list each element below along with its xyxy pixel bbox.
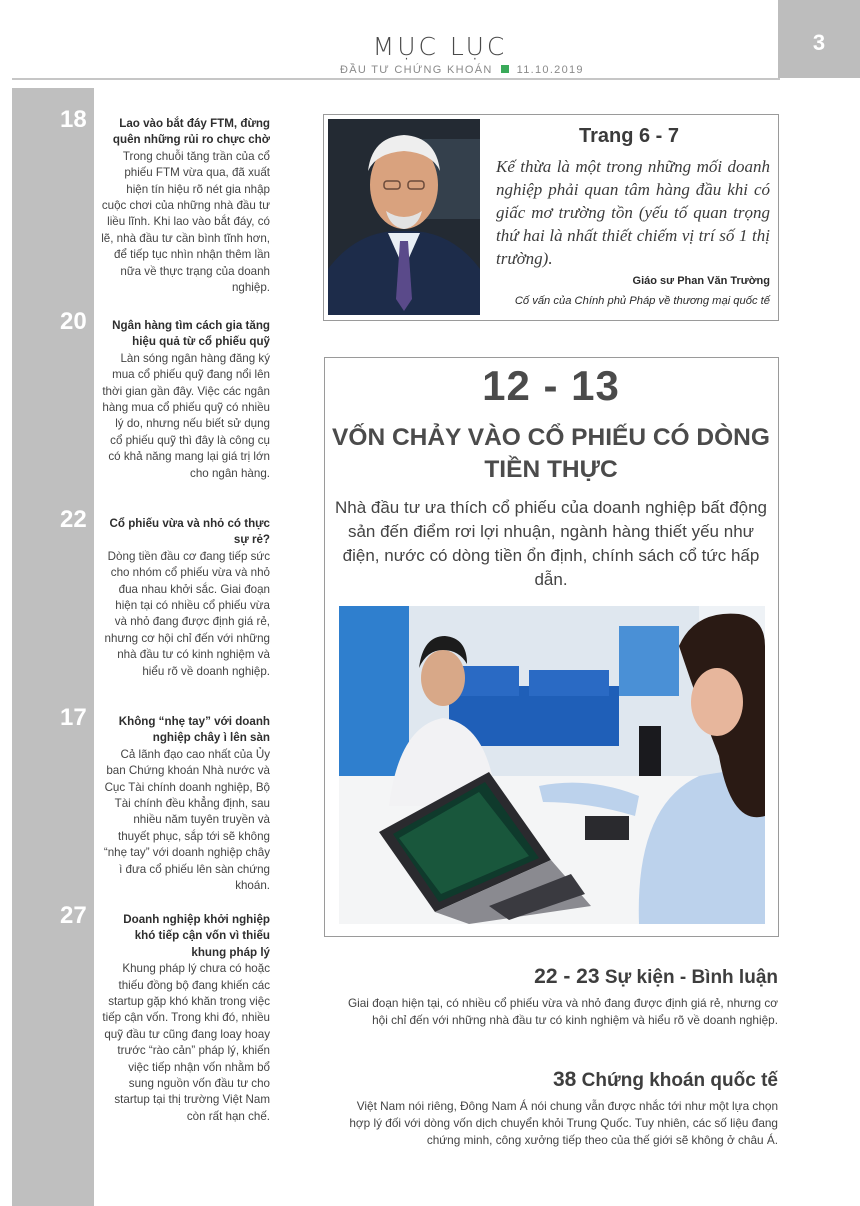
cover-story-lead: Nhà đầu tư ưa thích cổ phiếu của doanh nghiệp bất động sản đến điểm rơi lợi nhuận, ngành hàng thiết yếu như điện, nước có dòng tiền ổn định, chính sách cổ tức hấp dẫn. — [334, 498, 768, 589]
article-summary: Khung pháp lý chưa có hoặc thiếu đồng bộ đang khiến các startup gặp khó khăn trong việc tiếp cận vốn. Trong khi đó, nhiều quỹ đầu tư cũng đang loay hoay trước “rào cản” pháp lý, khiến việc tiếp nhận vốn nhằm bổ sung nguồn vốn đầu tư cho startup tại thị trường Việt Nam còn rất hạn chế. — [102, 962, 270, 1123]
publication-name: ĐẦU TƯ CHỨNG KHOÁN — [340, 64, 493, 76]
article-summary: Làn sóng ngân hàng đăng ký mua cổ phiếu quỹ đang nổi lên thời gian gần đây. Việc các ngân hàng mua cổ phiếu quỹ có nhiều lý do, nhưng nếu biết sử dụng cổ phiếu quỹ thì đây là công cụ có khả năng mang lại giá trị lớn cho ngân hàng. — [102, 351, 270, 480]
article-summary: Cả lãnh đạo cao nhất của Ủy ban Chứng khoán Nhà nước và Cục Tài chính doanh nghiệp, Bộ Tài chính đều khẳng định, sau nhiều năm tuyên truyền và thuyết phục, sắp tới sẽ không “nhẹ tay” với doanh nghiệp chây ì đưa cổ phiếu lên sàn chứng khoán. — [103, 747, 270, 893]
article-page-number: 22 — [60, 506, 87, 533]
section-summary: Giai đoạn hiện tại, có nhiều cổ phiếu vừa và nhỏ đang được định giá rẻ, nhưng cơ hội chỉ đến với những nhà đầu tư có kinh nghiệm và hiểu rõ về doanh nghiệp. — [347, 996, 778, 1027]
toc-article[interactable] — [60, 902, 270, 1125]
feature-pages: Trang 6 - 7 — [578, 125, 680, 147]
article-title[interactable]: Ngân hàng tìm cách gia tăng hiệu quả từ cổ phiếu quỹ — [112, 319, 270, 349]
feature-quote-box[interactable] — [323, 114, 779, 321]
quote-author-role: Cố vấn của Chính phủ Pháp về thương mại quốc tế — [514, 295, 770, 307]
brokerage-office-photo — [339, 606, 765, 924]
toc-article[interactable] — [60, 308, 270, 482]
page-title: MỤC LỤC — [372, 32, 508, 61]
issue-date: 11.10.2019 — [516, 64, 584, 76]
section-heading[interactable] — [338, 1068, 778, 1092]
section-name: Chứng khoán quốc tế — [581, 1070, 778, 1091]
article-title[interactable]: Không “nhẹ tay” với doanh nghiệp chây ì lên sàn — [118, 715, 270, 745]
article-page-number: 27 — [60, 902, 87, 929]
toc-section[interactable] — [338, 1068, 778, 1149]
section-pages: 22 - 23 — [534, 965, 600, 988]
section-name: Sự kiện - Bình luận — [604, 967, 778, 988]
article-title[interactable]: Cổ phiếu vừa và nhỏ có thực sự rẻ? — [109, 517, 270, 547]
section-pages: 38 — [552, 1068, 577, 1091]
cover-story-pages: 12 - 13 — [482, 362, 620, 409]
author-portrait-photo — [328, 119, 480, 315]
article-title[interactable]: Lao vào bắt đáy FTM, đừng quên những rủi ro chực chờ — [112, 117, 270, 147]
toc-article[interactable] — [60, 704, 270, 894]
cover-story-box[interactable] — [324, 357, 779, 937]
section-summary: Việt Nam nói riêng, Đông Nam Á nói chung vẫn được nhắc tới như một lựa chọn hợp lý đối với dòng vốn dịch chuyển khỏi Trung Quốc. Tuy nhiên, các số liệu đang chứng minh, công xưởng tiếp theo của thế giới sẽ không ở châu Á. — [349, 1099, 778, 1147]
header-subline — [340, 64, 584, 76]
toc-article[interactable] — [60, 106, 270, 296]
article-summary: Trong chuỗi tăng trần của cổ phiếu FTM vừa qua, đã xuất hiện tín hiệu rõ nét gia nhập cuộc chơi của những nhà đầu tư liều lĩnh. Khi lao vào bắt đáy, có lẽ, nhà đầu tư cần bình tĩnh hơn, để tiếp tục nhìn nhận thêm lần nữa về thực trạng của doanh nghiệp. — [101, 149, 270, 295]
article-page-number: 17 — [60, 704, 87, 731]
header-divider — [12, 78, 780, 80]
article-page-number: 18 — [60, 106, 87, 133]
article-summary: Dòng tiền đầu cơ đang tiếp sức cho nhóm cổ phiếu vừa và nhỏ đua nhau khởi sắc. Giai đoạn hiện tại có nhiều cổ phiếu vừa và nhỏ đang được định giá rẻ, nhưng cơ hội chỉ đến với những nhà đầu tư có kinh nghiệm và hiểu rõ về doanh nghiệp. — [104, 549, 270, 678]
page-number: 3 — [812, 30, 826, 55]
quote-author: Giáo sư Phan Văn Trường — [632, 275, 770, 287]
article-title[interactable]: Doanh nghiệp khởi nghiệp khó tiếp cận vốn vì thiếu khung pháp lý — [123, 913, 270, 959]
toc-section[interactable] — [338, 965, 778, 1029]
cover-story-title[interactable]: VỐN CHẢY VÀO CỔ PHIẾU CÓ DÒNG TIỀN THỰC — [332, 424, 770, 483]
section-heading[interactable] — [338, 965, 778, 989]
square-bullet-icon — [501, 65, 509, 73]
toc-article[interactable] — [60, 506, 270, 680]
feature-quote-text: Kế thừa là một trong những mối doanh nghiệp phải quan tâm hàng đầu khi có giấc mơ trường tồn (yếu tố quan trọng thứ hai là nhất thiết chiếm vị trí số 1 thị trường). — [496, 157, 770, 268]
article-page-number: 20 — [60, 308, 87, 335]
